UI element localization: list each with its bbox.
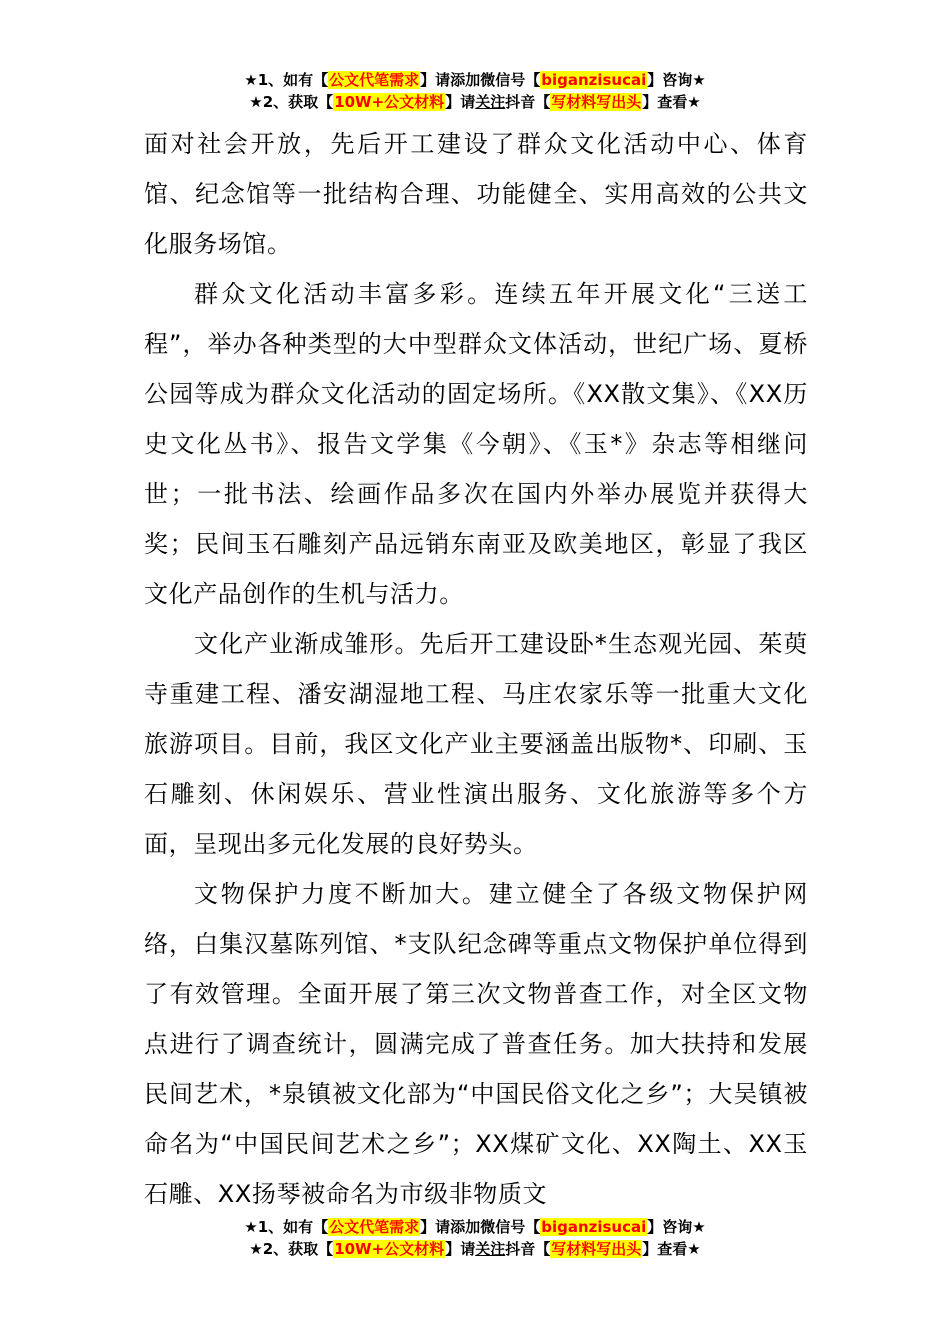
footer-line-2-emph: 关注: [475, 1240, 506, 1258]
footer-line-1-prefix: ★1、如有【: [244, 1218, 329, 1236]
footer-line-2-mid2: 抖音【: [505, 1240, 551, 1258]
footer-banner: [0, 1216, 950, 1260]
banner-highlight-wechat: biganzisucai: [541, 71, 647, 89]
footer-line-2-prefix: ★2、获取【: [249, 1240, 334, 1258]
footer-line-2-suffix: 】查看★: [642, 1240, 701, 1258]
banner-line-2: [0, 91, 950, 113]
document-body: [144, 119, 808, 1219]
footer-highlight-wechat: biganzisucai: [541, 1218, 647, 1236]
banner-line-2-mid2: 抖音【: [505, 93, 551, 111]
footer-banner-line-2: [0, 1238, 950, 1260]
footer-line-1-emph: 加: [465, 1218, 481, 1236]
banner-line-1-suffix: 】咨询★: [647, 71, 706, 89]
footer-highlight-service: 公文代笔需求: [329, 1218, 420, 1236]
banner-highlight-service: 公文代笔需求: [329, 71, 420, 89]
paragraph-culture-industry: 文化产业渐成雏形。先后开工建设卧*生态观光园、茱萸寺重建工程、潘安湖湿地工程、马庄农家乐等一批重大文化旅游项目。目前，我区文化产业主要涵盖出版物*、印刷、玉石雕刻、休闲娱乐、营业性演出服务、文化旅游等多个方面，呈现出多元化发展的良好势头。: [144, 630, 808, 858]
paragraph-heritage-protection: 文物保护力度不断加大。建立健全了各级文物保护网络，白集汉墓陈列馆、*支队纪念碑等重点文物保护单位得到了有效管理。全面开展了第三次文物普查工作，对全区文物点进行了调查统计，圆满完成了普查任务。加大扶持和发展民间艺术，*泉镇被文化部为“中国民俗文化之乡”；大吴镇被命名为“中国民间艺术之乡”；XX煤矿文化、XX陶土、XX玉石雕、XX扬琴被命名为市级非物质文: [144, 880, 808, 1208]
banner-line-2-prefix: ★2、获取【: [249, 93, 334, 111]
paragraph-continuation: 面对社会开放，先后开工建设了群众文化活动中心、体育馆、纪念馆等一批结构合理、功能健全、实用高效的公共文化服务场馆。: [144, 130, 808, 258]
banner-line-1-mid2: 微信号【: [480, 71, 541, 89]
footer-line-2-mid: 】请: [445, 1240, 476, 1258]
footer-highlight-douyin: 写材料写出头: [551, 1240, 642, 1258]
footer-highlight-materials: 10W+公文材料: [334, 1240, 445, 1258]
banner-line-2-emph: 关注: [475, 93, 506, 111]
header-banner: [0, 69, 950, 113]
banner-line-1-emph: 加: [465, 71, 481, 89]
banner-line-1: [0, 69, 950, 91]
paragraph-mass-culture: 群众文化活动丰富多彩。连续五年开展文化“三送工程”，举办各种类型的大中型群众文体活动，世纪广场、夏桥公园等成为群众文化活动的固定场所。《XX散文集》、《XX历史文化丛书》、报告文学集《今朝》、《玉*》杂志等相继问世；一批书法、绘画作品多次在国内外举办展览并获得大奖；民间玉石雕刻产品远销东南亚及欧美地区，彰显了我区文化产品创作的生机与活力。: [144, 280, 808, 608]
footer-line-1-mid2: 微信号【: [480, 1218, 541, 1236]
footer-line-1-suffix: 】咨询★: [647, 1218, 706, 1236]
banner-line-1-prefix: ★1、如有【: [244, 71, 329, 89]
footer-line-1-mid: 】请添: [420, 1218, 466, 1236]
banner-line-2-mid: 】请: [445, 93, 476, 111]
footer-banner-line-1: [0, 1216, 950, 1238]
banner-line-1-mid: 】请添: [420, 71, 466, 89]
banner-highlight-materials: 10W+公文材料: [334, 93, 445, 111]
banner-line-2-suffix: 】查看★: [642, 93, 701, 111]
banner-highlight-douyin: 写材料写出头: [551, 93, 642, 111]
